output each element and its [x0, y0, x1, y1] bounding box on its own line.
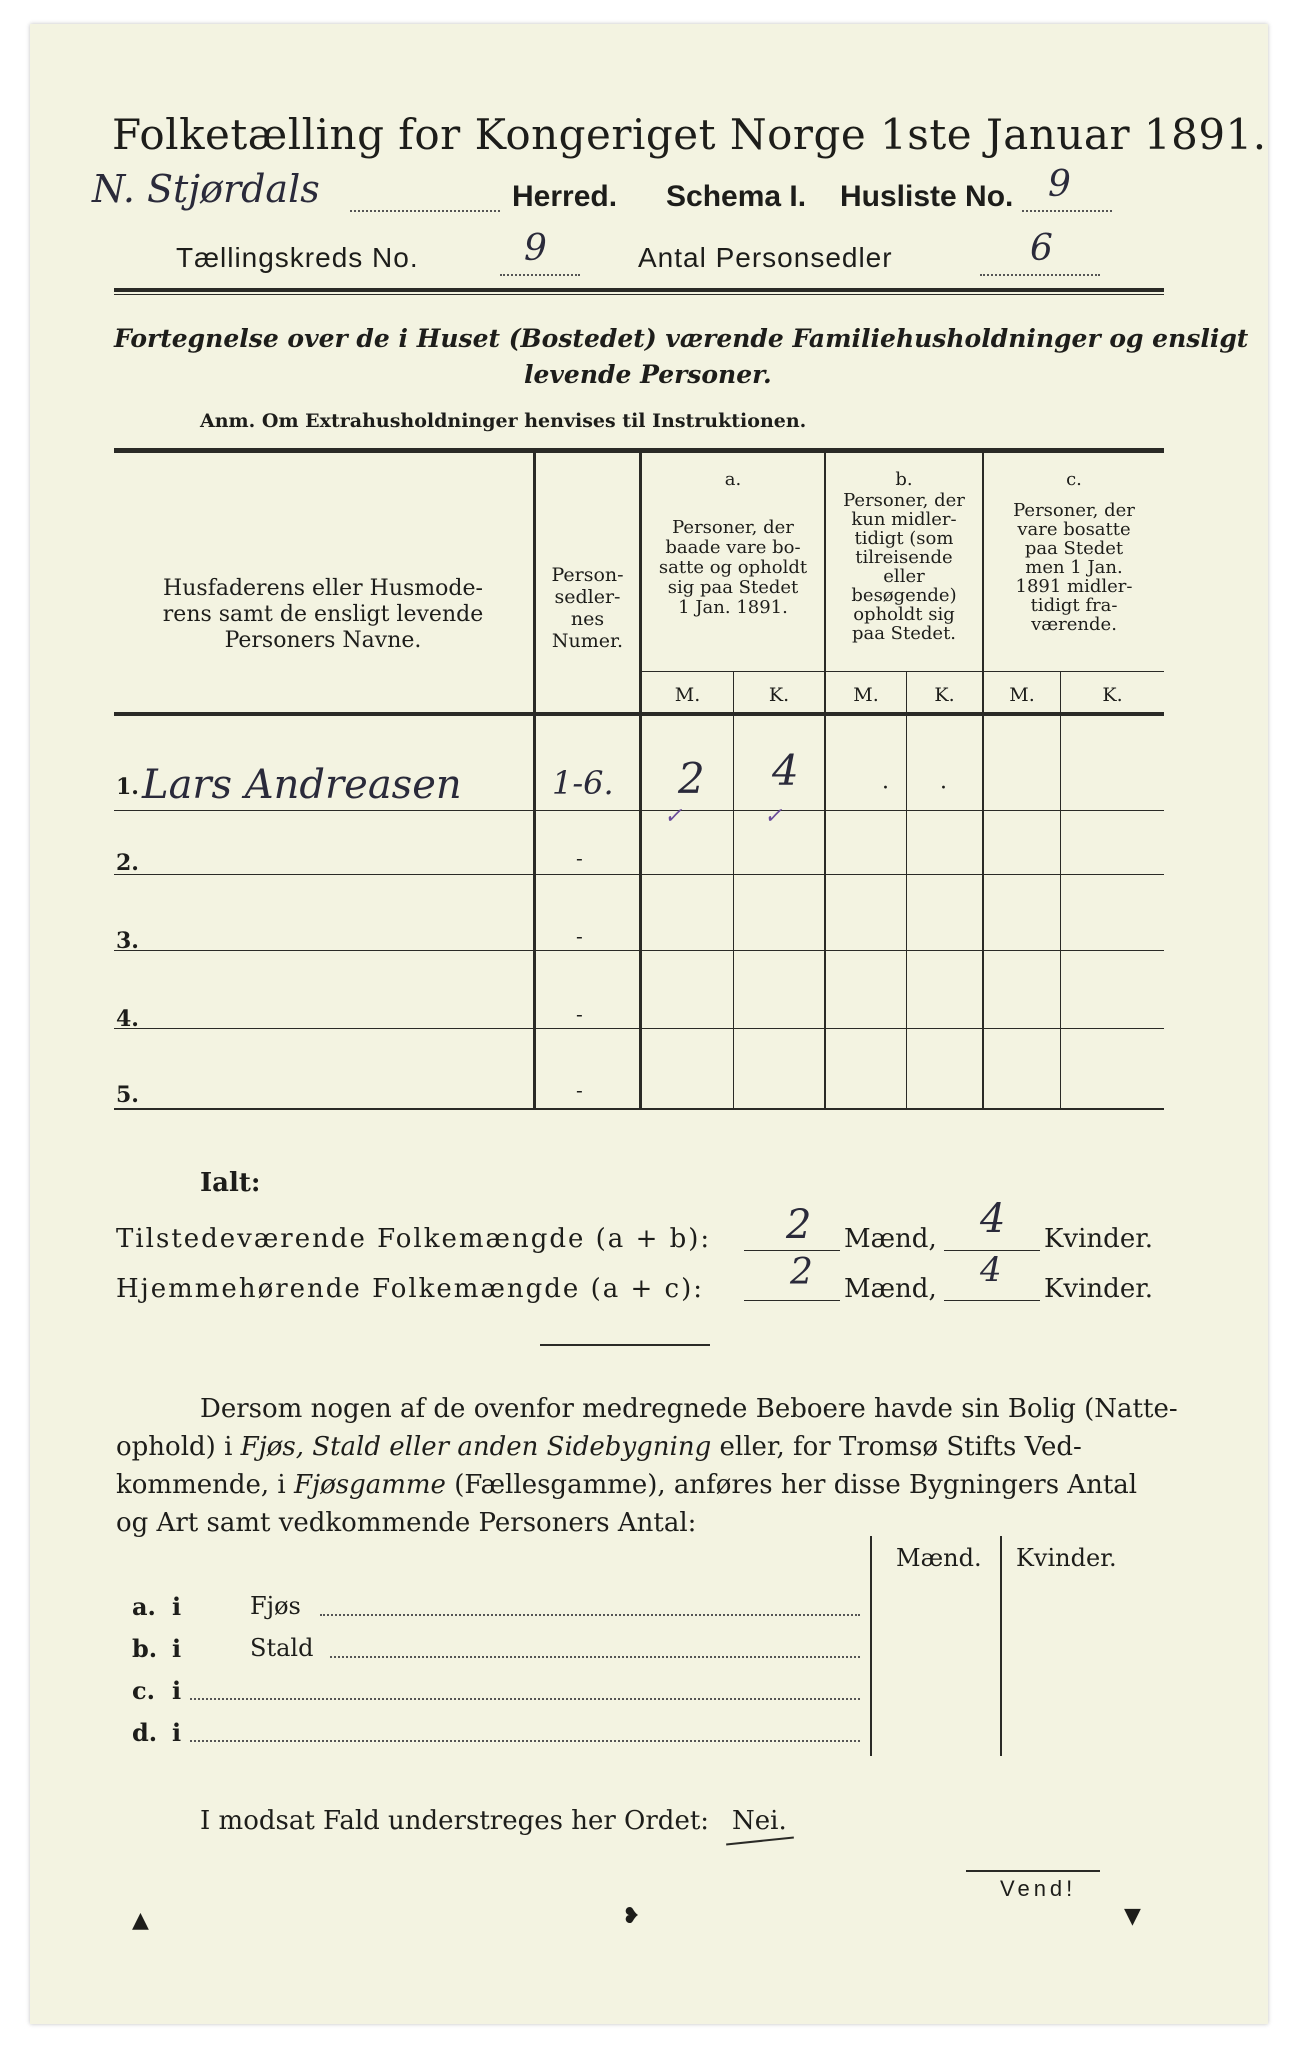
mk-rule: [641, 671, 1164, 672]
table-bottom-rule: [114, 1108, 1164, 1110]
col-b-line-4: tilreisende: [855, 547, 953, 568]
total-line-2-kvinder: Kvinder.: [1044, 1274, 1154, 1304]
vend-text: Vend!: [1000, 1876, 1077, 1901]
husliste-label: Husliste No.: [840, 180, 1014, 213]
col-c-header: [984, 470, 1164, 634]
build-maend-head: Mænd.: [896, 1544, 982, 1572]
col-num-line-3: nes: [570, 608, 605, 630]
col-a-letter: a.: [724, 469, 742, 490]
total-line-1-m-rule: [744, 1250, 840, 1251]
build-kvinder-head: Kvinder.: [1016, 1544, 1117, 1572]
row-rule-4: [114, 1028, 1164, 1029]
col-c-line-2: vare bosatte: [1017, 519, 1131, 540]
col-names-line-2: rens samt de ensligt levende: [162, 602, 484, 627]
am-label: M.: [674, 684, 701, 706]
row-1-a-k-check: ✓: [764, 804, 783, 829]
col-c-line-3: paa Stedet: [1024, 538, 1124, 559]
form-title: Folketælling for Kongeriget Norge 1ste Januar 1891.: [112, 110, 1267, 159]
build-row-a-i: i: [172, 1592, 182, 1621]
anm-note: Anm. Om Extrahusholdninger henvises til Instruktionen.: [200, 410, 807, 432]
header-rule: [114, 288, 1164, 292]
col-names-line-3: Personers Navne.: [224, 628, 422, 653]
nei-word: Nei.: [732, 1806, 787, 1836]
row-3-sedler: -: [576, 924, 583, 948]
cm-label: M.: [1009, 684, 1035, 706]
col-a-line-4: sig paa Stedet: [667, 577, 799, 598]
build-vline-2: [1000, 1536, 1002, 1756]
total-line-2-m: 2: [790, 1252, 813, 1293]
col-b-line-6: besøgende): [851, 585, 957, 606]
total-line-1-k: 4: [980, 1196, 1006, 1242]
herred-label: Herred.: [512, 180, 618, 213]
col-num-line-2: sedler-: [554, 586, 621, 608]
build-row-c-letter: c.: [132, 1676, 155, 1705]
row-rule-2: [114, 874, 1164, 875]
build-row-b-label: Stald: [250, 1634, 314, 1662]
row-1-sedler: 1-6.: [552, 764, 614, 802]
para-line-3-a: kommende, i: [116, 1470, 294, 1500]
header-rule-thin: [114, 294, 1164, 295]
build-row-a-dots: [320, 1614, 860, 1616]
para-line-2: [116, 1432, 1082, 1462]
para-line-3-b: Fjøsgamme: [294, 1470, 446, 1500]
col-b-line-2: kun midler-: [851, 509, 957, 530]
para-line-1: Dersom nogen af de ovenfor medregnede Beboere havde sin Bolig (Natte-: [200, 1394, 1178, 1424]
husliste-value: 9: [1048, 164, 1071, 205]
corner-mark-right: ▼: [1124, 1904, 1141, 1929]
total-line-2-label: Hjemmehørende Folkemængde (a + c):: [116, 1274, 704, 1304]
col-num-header: [536, 564, 639, 652]
row-1-number: 1.: [116, 774, 139, 800]
short-divider: [540, 1344, 710, 1346]
para-line-2-c: eller, for Tromsø Stifts Ved-: [711, 1432, 1082, 1462]
ck-label: K.: [1102, 684, 1123, 706]
vline-am: [733, 672, 734, 1108]
row-1-a-m: 2: [678, 754, 705, 803]
para-line-2-b: Fjøs, Stald eller anden Sidebygning: [240, 1432, 712, 1462]
row-1-b-k: ·: [940, 776, 947, 801]
row-5-sedler: -: [576, 1078, 583, 1102]
build-row-b-i: i: [172, 1634, 182, 1663]
row-rule-3: [114, 950, 1164, 951]
total-line-2-k-rule: [944, 1300, 1040, 1301]
ak-label: K.: [768, 684, 790, 706]
col-a-line-3: satte og opholdt: [658, 557, 808, 578]
row-4-number: 4.: [116, 1006, 139, 1032]
row-1-b-m: ·: [882, 776, 889, 801]
build-row-d-letter: d.: [132, 1718, 158, 1747]
col-b-line-8: paa Stedet.: [851, 623, 957, 644]
col-b-header: [826, 470, 982, 643]
col-b-line-5: eller: [883, 566, 925, 587]
corner-mark-left: ▲: [132, 1908, 149, 1933]
vline-cm: [1060, 672, 1061, 1108]
intro-line-2: levende Personer.: [524, 360, 772, 389]
total-line-1-m: 2: [786, 1202, 812, 1248]
bk-label: K.: [934, 684, 955, 706]
para-line-2-a: ophold) i: [116, 1432, 241, 1462]
row-1-a-k: 4: [772, 746, 799, 795]
row-1-name: Lars Andreasen: [142, 762, 462, 808]
col-c-letter: c.: [1066, 469, 1082, 490]
col-c-line-5: 1891 midler-: [1015, 576, 1133, 597]
kreds-label: Tællingskreds No.: [176, 242, 419, 273]
build-row-c-i: i: [172, 1676, 182, 1705]
row-2-number: 2.: [116, 850, 139, 876]
husliste-dotline: [1022, 210, 1112, 212]
nei-underline: [726, 1836, 794, 1845]
build-row-d-i: i: [172, 1718, 182, 1747]
bm-label: M.: [853, 684, 879, 706]
ialt-label: Ialt:: [200, 1168, 261, 1198]
col-b-line-7: opholdt sig: [853, 604, 955, 625]
col-a-line-2: baade vare bo-: [665, 537, 801, 558]
total-line-1-maend: Mænd,: [844, 1224, 937, 1254]
personsedler-value: 6: [1030, 228, 1053, 269]
col-num-line-1: Person-: [551, 564, 624, 586]
vend-rule: [966, 1870, 1100, 1872]
col-b-line-3: tidigt (som: [854, 528, 954, 549]
col-names-line-1: Husfaderens eller Husmode-: [163, 576, 483, 601]
kreds-dotline: [500, 274, 580, 276]
herred-value: N. Stjørdals: [92, 167, 320, 211]
col-b-line-1: Personer, der: [843, 490, 965, 511]
col-c-line-4: men 1 Jan.: [1025, 557, 1123, 578]
row-2-sedler: -: [576, 846, 583, 870]
row-1-a-m-check: ✓: [664, 804, 683, 829]
total-line-2-k: 4: [980, 1250, 1002, 1290]
row-4-sedler: -: [576, 1002, 583, 1026]
census-form: [30, 24, 1268, 2024]
corner-mark-mid: ❥: [622, 1904, 641, 1929]
build-row-c-dots: [190, 1698, 860, 1700]
col-c-line-6: tidigt fra-: [1030, 595, 1118, 616]
col-num-line-4: Numer.: [551, 630, 624, 652]
col-b-letter: b.: [895, 469, 913, 490]
build-row-a-label: Fjøs: [250, 1592, 301, 1620]
build-row-a-letter: a.: [132, 1592, 156, 1621]
vline-1: [533, 453, 536, 1108]
modsat-text: I modsat Fald understreges her Ordet:: [200, 1806, 710, 1836]
row-rule-1: [114, 810, 1164, 811]
total-line-2-m-rule: [744, 1300, 840, 1301]
vline-bm: [906, 672, 907, 1108]
build-vline-1: [870, 1536, 872, 1756]
row-5-number: 5.: [116, 1082, 139, 1108]
col-c-line-1: Personer, der: [1013, 500, 1135, 521]
total-line-2-maend: Mænd,: [844, 1274, 937, 1304]
para-line-3-c: (Fællesgamme), anføres her disse Bygningers Antal: [445, 1470, 1138, 1500]
para-line-3: [116, 1470, 1137, 1500]
schema-label: Schema I.: [666, 180, 807, 213]
total-line-1-kvinder: Kvinder.: [1044, 1224, 1154, 1254]
col-a-header: [642, 470, 824, 618]
build-row-b-letter: b.: [132, 1634, 158, 1663]
col-names-header: [114, 576, 532, 654]
personsedler-dotline: [980, 274, 1100, 276]
col-a-line-5: 1 Jan. 1891.: [678, 597, 788, 618]
herred-dotline: [350, 210, 500, 212]
row-3-number: 3.: [116, 928, 139, 954]
total-line-1-label: Tilstedeværende Folkemængde (a + b):: [116, 1224, 712, 1254]
kreds-value: 9: [524, 228, 547, 269]
col-a-line-1: Personer, der: [672, 517, 794, 538]
build-row-d-dots: [190, 1740, 860, 1742]
col-c-line-7: værende.: [1031, 614, 1117, 635]
intro-line-1: Fortegnelse over de i Huset (Bostedet) værende Familiehusholdninger og ensligt: [114, 324, 1249, 353]
personsedler-label: Antal Personsedler: [638, 242, 893, 273]
build-row-b-dots: [330, 1656, 860, 1658]
para-line-4: og Art samt vedkommende Personers Antal:: [116, 1508, 697, 1538]
